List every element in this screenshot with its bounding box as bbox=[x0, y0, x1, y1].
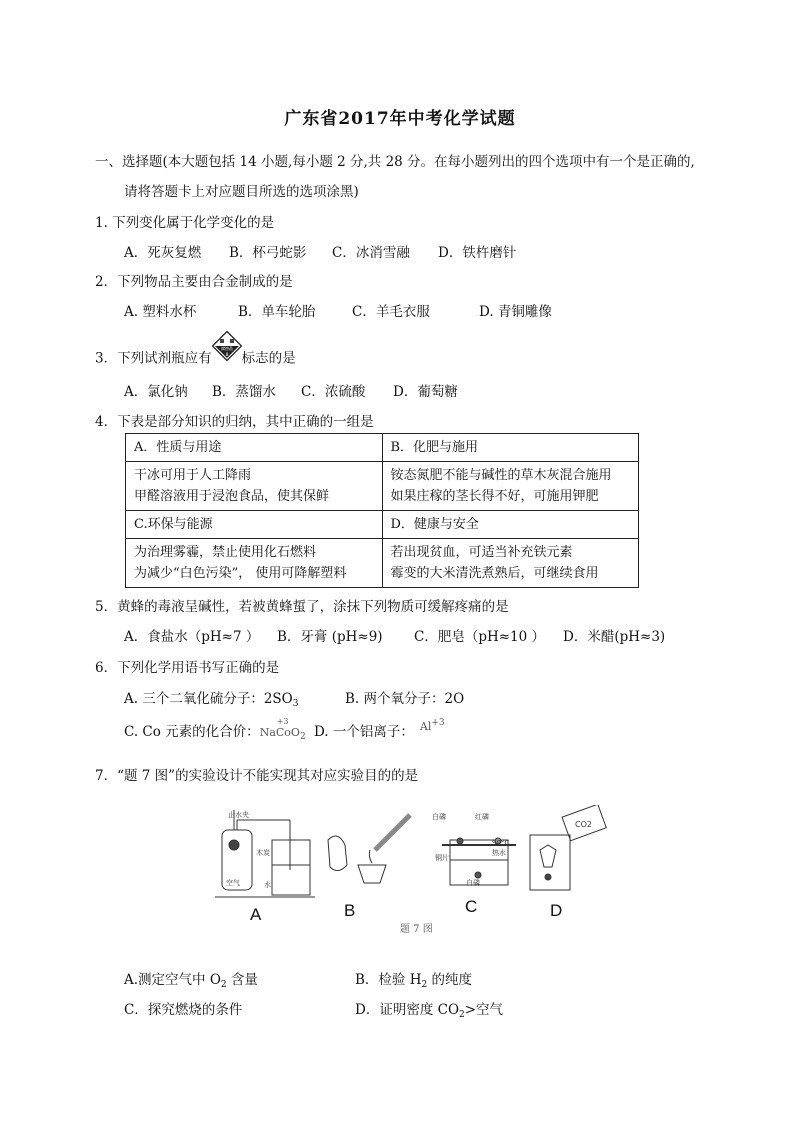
q3-option-b[interactable]: B．蒸馏水 bbox=[212, 384, 276, 400]
q2-option-b[interactable]: B．单车轮胎 bbox=[238, 304, 316, 320]
table-cell-a-head: A．性质与用途 bbox=[126, 434, 383, 462]
table-d-line1: 若出现贫血，可适当补充铁元素 bbox=[390, 545, 573, 560]
table-b-line1: 铵态氮肥不能与碱性的草木灰混合施用 bbox=[390, 468, 612, 483]
q7-option-d[interactable] bbox=[355, 998, 503, 1020]
hazard-icon-label: 腐蚀品 bbox=[220, 346, 233, 351]
figure-label-a: A bbox=[250, 905, 262, 924]
q1-option-d[interactable]: D．铁杵磨针 bbox=[438, 245, 517, 261]
table-cell-d-body bbox=[382, 539, 639, 588]
question-1-stem: 1. 下列变化属于化学变化的是 bbox=[95, 215, 275, 231]
fig-a-label-water: 水 bbox=[264, 881, 271, 889]
fig-c-label-6: 白磷 bbox=[466, 879, 480, 887]
q7-option-b[interactable] bbox=[355, 968, 472, 990]
fig-d-candle-stand bbox=[540, 845, 556, 867]
question-2-options bbox=[124, 300, 552, 320]
q6-option-b[interactable]: B. 两个氧分子：2O bbox=[345, 691, 465, 707]
fig-a-label-charcoal: 木炭 bbox=[256, 849, 270, 857]
q3-stem-post: 标志的是 bbox=[241, 350, 296, 367]
table-cell-b-body bbox=[382, 462, 639, 511]
question-6-options-row2 bbox=[124, 717, 445, 742]
q7-option-a-sub: 2 bbox=[220, 980, 227, 990]
fig-a-charcoal bbox=[229, 840, 239, 850]
q7-option-a-text: A.测定空气中 O bbox=[124, 972, 221, 988]
table-cell-b-head: B．化肥与施用 bbox=[382, 434, 639, 462]
question-3-options bbox=[124, 380, 458, 400]
q5-option-a[interactable]: A．食盐水（pH≈7 ） bbox=[124, 629, 260, 645]
question-6-options-row1 bbox=[124, 687, 464, 709]
q6-option-a-text: A. 三个二氧化硫分子：2SO bbox=[124, 691, 293, 707]
table-b-line2: 如果庄稼的茎长得不好，可施用钾肥 bbox=[390, 489, 599, 504]
question-4-stem: 4．下表是部分知识的归纳，其中正确的一组是 bbox=[95, 414, 374, 430]
table-c-line2: 为减少“白色污染”， 使用可降解塑料 bbox=[134, 566, 347, 581]
fig-a-beaker bbox=[272, 840, 310, 895]
question-5-options bbox=[124, 625, 665, 645]
corrosive-hazard-icon bbox=[212, 331, 242, 361]
q3-stem-pre: 3．下列试剂瓶应有 bbox=[95, 350, 212, 367]
aluminum-ion-formula bbox=[420, 718, 445, 733]
nacoo2-sub: 2 bbox=[299, 732, 306, 742]
question-7-stem: 7．“题 7 图”的实验设计不能实现其对应实验目的的是 bbox=[95, 768, 419, 784]
fig-b-lamp bbox=[358, 865, 386, 883]
q7-option-b-sub: 2 bbox=[421, 980, 428, 990]
q6-option-d-text: D. 一个铝离子： bbox=[313, 724, 414, 740]
q2-option-a[interactable]: A. 塑料水杯 bbox=[124, 304, 197, 320]
fig-a-label-clamp: 止水夹 bbox=[228, 811, 249, 819]
question-6-stem: 6．下列化学用语书写正确的是 bbox=[95, 660, 280, 676]
q6-option-c-text: C. Co 元素的化合价： bbox=[124, 724, 260, 740]
q2-option-d[interactable]: D. 青铜雕像 bbox=[479, 304, 552, 320]
table-c-line1: 为治理雾霾，禁止使用化石燃料 bbox=[134, 545, 317, 560]
q3-option-a[interactable]: A．氯化钠 bbox=[124, 384, 188, 400]
table-cell-a-body bbox=[126, 462, 383, 511]
q3-option-c[interactable]: C．浓硫酸 bbox=[301, 384, 366, 400]
section-intro-line1: 一、选择题(本大题包括 14 小题,每小题 2 分,共 28 分。在每小题列出的四个选项中有一个是正确的, bbox=[95, 154, 695, 170]
q7-option-d-sub: 2 bbox=[459, 1010, 465, 1020]
question-5-stem: 5．黄蜂的毒液呈碱性，若被黄蜂蜇了，涂抹下列物质可缓解疼痛的是 bbox=[95, 599, 509, 615]
table-cell-c-body bbox=[126, 539, 383, 588]
hazard-icon-number: 8 bbox=[225, 353, 229, 358]
figure-label-b: B bbox=[344, 901, 356, 920]
q7-option-a-post: 含量 bbox=[226, 972, 258, 988]
figure-q7 bbox=[210, 805, 610, 935]
q7-option-d-text: D．证明密度 CO bbox=[355, 1002, 460, 1018]
page-title: 广东省2017年中考化学试题 bbox=[284, 109, 516, 129]
knowledge-table bbox=[125, 433, 639, 588]
section-intro-line2: 请将答题卡上对应题目所选的选项涂黑) bbox=[124, 184, 359, 200]
al-symbol: Al bbox=[419, 720, 432, 733]
fig-b-hand bbox=[328, 836, 347, 871]
fig-c-label-2: 红磷 bbox=[475, 813, 489, 821]
q7-option-c[interactable]: C．探究燃烧的条件 bbox=[124, 1002, 243, 1018]
q7-option-d-post: >空气 bbox=[464, 1002, 504, 1018]
fig-a-label-air: 空气 bbox=[226, 879, 240, 887]
table-cell-c-head: C.环保与能源 bbox=[126, 511, 383, 539]
fig-c-label-3: 90°C bbox=[492, 839, 510, 847]
q7-option-b-text: B．检验 H bbox=[355, 972, 422, 988]
q3-option-d[interactable]: D．葡萄糖 bbox=[393, 384, 458, 400]
table-a-line2: 甲醛溶液用于浸泡食品，使其保鲜 bbox=[134, 489, 330, 504]
q7-option-b-post: 的纯度 bbox=[427, 972, 473, 988]
q5-option-d[interactable]: D．米醋(pH≈3) bbox=[563, 629, 666, 645]
q7-option-a[interactable] bbox=[124, 968, 258, 990]
al-charge: +3 bbox=[431, 718, 445, 728]
fig-d-beaker bbox=[530, 835, 570, 890]
nacoo2-formula bbox=[259, 717, 306, 742]
fig-c-label-4: 热水 bbox=[492, 849, 506, 857]
question-2-stem: 2．下列物品主要由合金制成的是 bbox=[95, 274, 293, 290]
q1-option-a[interactable]: A．死灰复燃 bbox=[124, 245, 202, 261]
q6-option-a-sub: 3 bbox=[292, 699, 299, 709]
table-a-line1: 干冰可用于人工降雨 bbox=[134, 468, 252, 483]
q1-option-c[interactable]: C．冰消雪融 bbox=[332, 245, 410, 261]
question-1-options bbox=[124, 241, 516, 261]
fig-c-label-5: 铜片 bbox=[435, 854, 449, 862]
table-d-line2: 霉变的大米清洗煮熟后，可继续食用 bbox=[390, 566, 599, 581]
q6-option-d[interactable] bbox=[314, 720, 445, 740]
q1-option-b[interactable]: B．杯弓蛇影 bbox=[229, 245, 307, 261]
figure-label-c: C bbox=[465, 897, 478, 916]
table-cell-d-head: D．健康与安全 bbox=[382, 511, 639, 539]
fig-b-test-tube bbox=[375, 815, 410, 850]
cobalt-valence: +3 bbox=[276, 717, 289, 726]
nacoo2-text: NaCoO bbox=[259, 726, 300, 739]
q5-option-b[interactable]: B．牙膏 (pH≈9) bbox=[277, 629, 383, 645]
q2-option-c[interactable]: C．羊毛衣服 bbox=[352, 304, 430, 320]
q6-option-c[interactable] bbox=[124, 717, 306, 742]
question-3-stem bbox=[95, 344, 296, 374]
fig-d-label-co2: CO2 bbox=[575, 820, 592, 829]
q5-option-c[interactable]: C．肥皂（pH≈10 ） bbox=[414, 629, 546, 645]
fig-c-label-1: 白磷 bbox=[432, 813, 446, 821]
figure-label-d: D bbox=[550, 901, 563, 920]
q6-option-a[interactable] bbox=[124, 687, 345, 709]
figure-caption: 题 7 图 bbox=[400, 924, 433, 935]
